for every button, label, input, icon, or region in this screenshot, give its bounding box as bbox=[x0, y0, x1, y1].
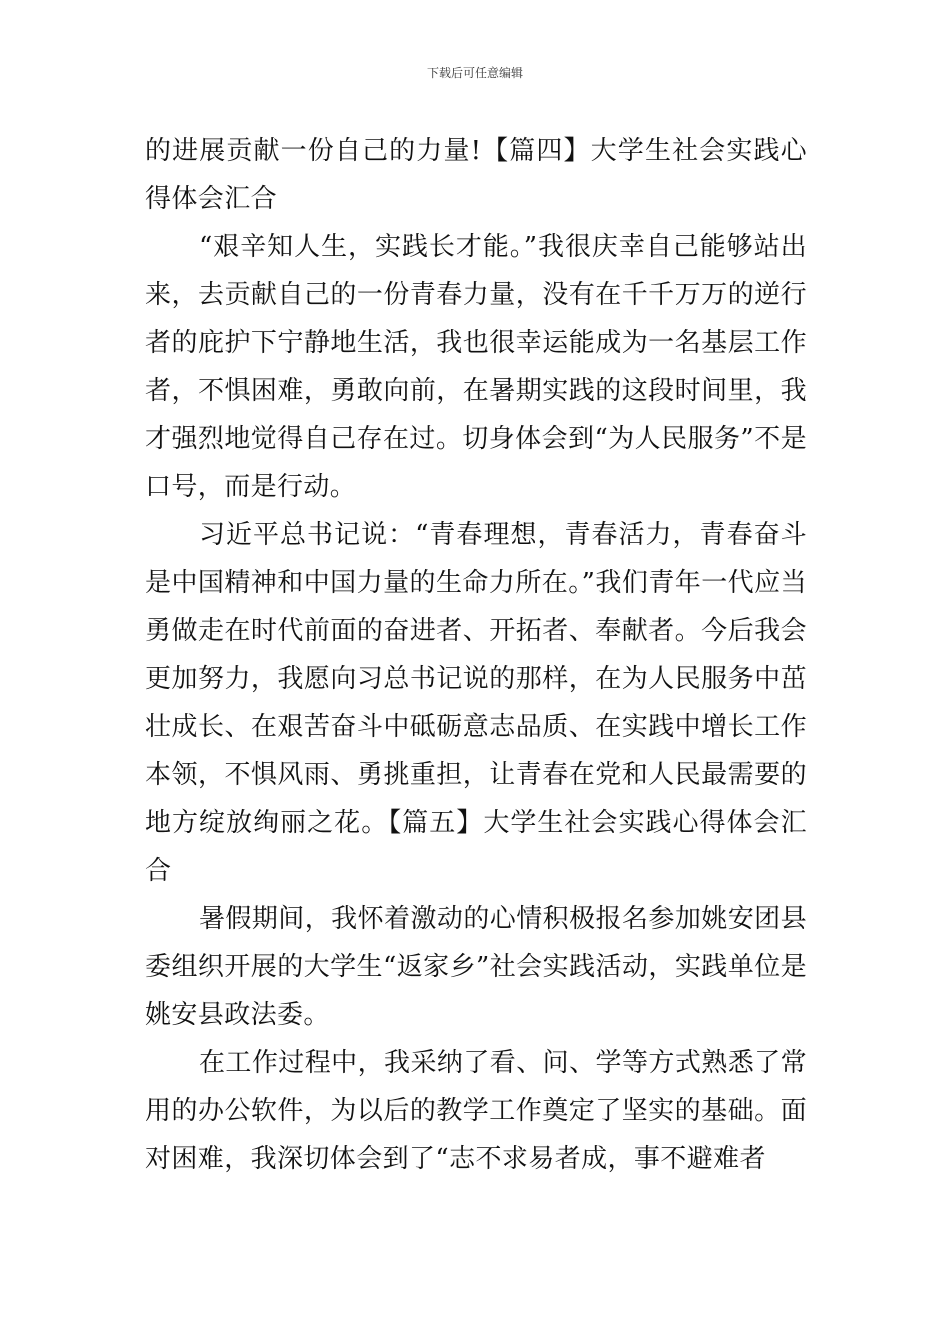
paragraph-3: 习近平总书记说：“青春理想，青春活力，青春奋斗是中国精神和中国力量的生命力所在。”我们青年一代应当勇做走在时代前面的奋进者、开拓者、奉献者。今后我会更加努力，我愿向习总书记说的那样，在为人民服务中茁壮成长、在艰苦奋斗中砥砺意志品质、在实践中增长工作本领，不惧风雨、勇挑重担，让青春在党和人民最需要的地方绽放绚丽之花。【篇五】大学生社会实践心得体会汇合 bbox=[145, 520, 807, 886]
paragraph-1: 的进展贡献一份自己的力量!【篇四】大学生社会实践心得体会汇合 bbox=[145, 136, 807, 214]
page-header: 下载后可任意编辑 bbox=[426, 66, 523, 80]
paragraph-2: “艰辛知人生，实践长才能。”我很庆幸自己能够站出来，去贡献自己的一份青春力量，没有在千千万万的逆行者的庇护下宁静地生活，我也很幸运能成为一名基层工作者，不惧困难，勇敢向前，在暑期实践的这段时间里，我才强烈地觉得自己存在过。切身体会到“为人民服务”不是口号，而是行动。 bbox=[145, 232, 807, 502]
paragraph-4: 暑假期间，我怀着激动的心情积极报名参加姚安团县委组织开展的大学生“返家乡”社会实践活动，实践单位是姚安县政法委。 bbox=[145, 904, 807, 1030]
paragraph-5: 在工作过程中，我采纳了看、问、学等方式熟悉了常用的办公软件，为以后的教学工作奠定了坚实的基础。面对困难，我深切体会到了“志不求易者成，事不避难者 bbox=[145, 1048, 807, 1174]
document-body bbox=[145, 127, 807, 1183]
